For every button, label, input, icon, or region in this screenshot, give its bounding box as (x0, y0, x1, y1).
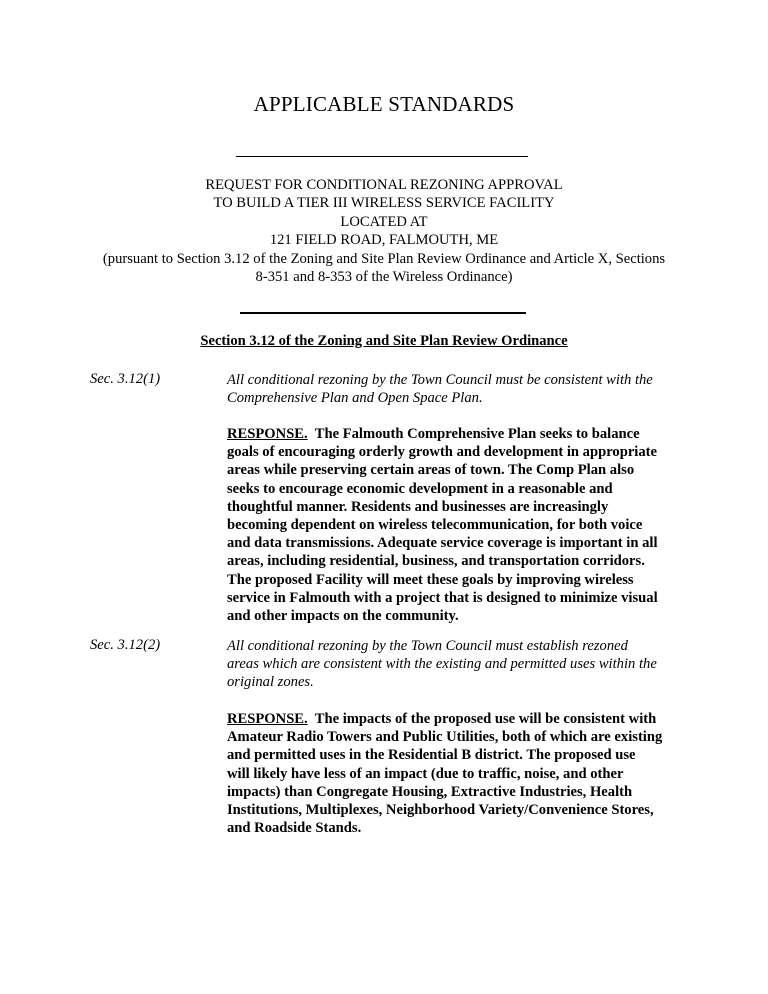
response-line: will likely have less of an impact (due to traffic, noise, and other (227, 765, 624, 782)
section-response (227, 710, 697, 837)
subject-line: (pursuant to Section 3.12 of the Zoning and Site Plan Review Ordinance and Article X, Sections (102, 250, 666, 267)
section-requirement (227, 371, 697, 407)
section-response (227, 425, 697, 625)
section-requirement (227, 637, 697, 691)
requirement-line: areas which are consistent with the existing and permitted uses within the (227, 656, 657, 672)
response-line: and other impacts on the community. (227, 608, 459, 625)
response-line: Institutions, Multiplexes, Neighborhood Variety/Convenience Stores, (227, 802, 654, 819)
response-label: RESPONSE. (227, 711, 308, 727)
response-line: and permitted uses in the Residential B district. The proposed use (227, 747, 636, 764)
response-text: The Falmouth Comprehensive Plan seeks to balance (307, 426, 640, 442)
response-line: seeks to encourage economic development in a reasonable and (227, 480, 613, 497)
response-line: Amateur Radio Towers and Public Utilities, both of which are existing (227, 729, 663, 746)
title-divider (236, 156, 528, 157)
response-line: thoughtful manner. Residents and businesses are increasingly (227, 498, 609, 515)
subject-line: 121 FIELD ROAD, FALMOUTH, ME (269, 232, 499, 249)
requirement-line: original zones. (227, 674, 314, 690)
response-line: and data transmissions. Adequate service coverage is important in all (227, 535, 658, 552)
subject-line: TO BUILD A TIER III WIRELESS SERVICE FACILITY (213, 195, 555, 212)
response-line: The proposed Facility will meet these goals by improving wireless (227, 571, 634, 588)
section-heading: Section 3.12 of the Zoning and Site Plan Review Ordinance (200, 333, 568, 349)
subject-line: REQUEST FOR CONDITIONAL REZONING APPROVAL (205, 177, 563, 193)
document-title: APPLICABLE STANDARDS (253, 92, 515, 116)
response-line: becoming dependent on wireless telecommunication, for both voice (227, 517, 643, 534)
section-label: Sec. 3.12(2) (90, 637, 161, 653)
response-line (227, 710, 697, 728)
response-line: and Roadside Stands. (227, 820, 362, 837)
response-text: The impacts of the proposed use will be consistent with (307, 711, 657, 727)
requirement-line: All conditional rezoning by the Town Council must establish rezoned (227, 638, 628, 654)
subject-divider (240, 312, 526, 314)
response-line: areas while preserving certain areas of town. The Comp Plan also (227, 462, 635, 479)
requirement-line: Comprehensive Plan and Open Space Plan. (227, 390, 483, 406)
response-line: areas, including residential, business, and transportation corridors. (227, 553, 645, 570)
subject-line: 8-351 and 8-353 of the Wireless Ordinance) (255, 269, 513, 286)
response-line (227, 425, 697, 443)
response-line: impacts) than Congregate Housing, Extractive Industries, Health (227, 783, 633, 800)
response-line: goals of encouraging orderly growth and development in appropriate (227, 444, 657, 461)
section-label: Sec. 3.12(1) (90, 371, 161, 387)
request-subject (50, 176, 718, 286)
requirement-line: All conditional rezoning by the Town Council must be consistent with the (227, 372, 653, 388)
response-line: service in Falmouth with a project that is designed to minimize visual (227, 589, 658, 606)
response-label: RESPONSE. (227, 426, 308, 442)
subject-line: LOCATED AT (340, 213, 428, 230)
